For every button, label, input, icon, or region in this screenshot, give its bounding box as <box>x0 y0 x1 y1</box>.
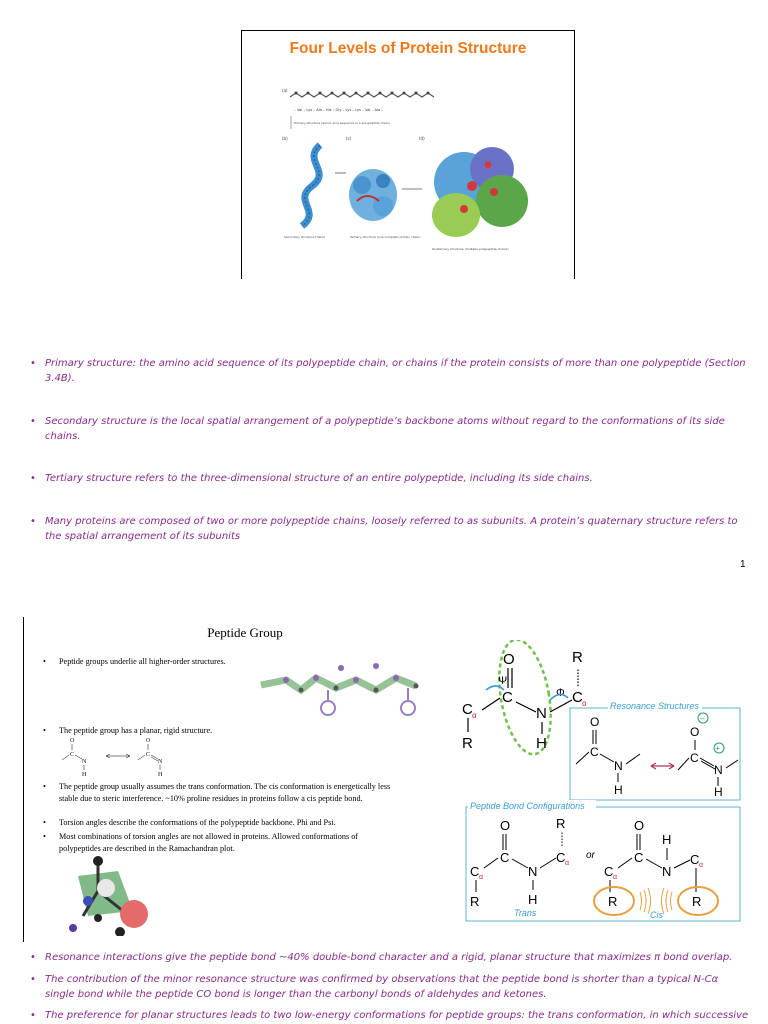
svg-text:C: C <box>572 689 583 706</box>
trans-label: Trans <box>514 908 537 918</box>
svg-text:C: C <box>604 864 614 879</box>
svg-text:H: H <box>536 735 547 752</box>
tertiary-caption: Tertiary structure (one complete protein chain) <box>350 235 421 239</box>
svg-text:C: C <box>470 864 480 879</box>
svg-text:α: α <box>479 874 484 881</box>
page-number: 1 <box>740 559 746 570</box>
bullet-text: Many proteins are composed of two or more polypeptide chains, loosely referred to as subunits. A protein’s quaternary structure refers to the spatial arrangement of its subunits <box>45 516 738 542</box>
svg-text:R: R <box>572 649 583 666</box>
resonance-formula-small <box>60 734 200 776</box>
quaternary-caption: Quaternary structure (multiple polypeptide chains) <box>432 247 509 251</box>
sequence-label: – Val – Lys – Ala – His – Gly – Lys – Lys – Val – Ala – <box>294 108 384 112</box>
svg-text:O: O <box>590 715 600 729</box>
svg-text:H: H <box>662 832 672 847</box>
molecule-model-image <box>58 856 158 936</box>
svg-text:H: H <box>614 783 623 797</box>
tertiary-image <box>349 169 397 221</box>
svg-text:R: R <box>692 894 702 909</box>
svg-text:N: N <box>714 763 723 777</box>
svg-text:C: C <box>590 745 599 759</box>
slide2-title: Peptide Group <box>207 625 283 640</box>
svg-text:O: O <box>690 725 700 739</box>
bullet-text: Secondary structure is the local spatial arrangement of a polypeptide’s backbone atoms without regard to the conformations of its side chains. <box>45 416 725 442</box>
slide-four-levels <box>241 30 575 279</box>
or-label: or <box>586 850 595 861</box>
svg-text:N: N <box>614 759 623 773</box>
svg-text:C: C <box>690 852 700 867</box>
svg-text:H: H <box>528 892 538 907</box>
svg-text:C: C <box>556 850 566 865</box>
bullet-text: The contribution of the minor resonance structure was confirmed by observations that the peptide bond is shorter than a typical N-Cα single bond while the peptide CO bond is longer than the carbonyl bonds of aldehydes and ketones. <box>45 974 719 1000</box>
svg-text:C: C <box>500 850 510 865</box>
svg-text:C: C <box>146 752 151 758</box>
svg-text:O: O <box>500 818 511 833</box>
svg-text:H: H <box>82 772 87 776</box>
cis-label: Cis <box>650 910 663 920</box>
svg-text:C: C <box>690 751 699 765</box>
svg-text:N: N <box>662 864 672 879</box>
svg-text:N: N <box>82 759 87 765</box>
svg-text:Ψ: Ψ <box>498 675 508 687</box>
svg-text:Φ: Φ <box>556 687 565 699</box>
svg-text:R: R <box>462 735 473 752</box>
helix-image <box>302 145 320 226</box>
fig-label-c: (c) <box>346 136 352 141</box>
svg-text:α: α <box>582 699 587 708</box>
config-title: Peptide Bond Configurations <box>470 801 585 811</box>
svg-text:R: R <box>556 816 566 831</box>
svg-text:N: N <box>528 864 538 879</box>
fig-label-a: (a) <box>282 88 288 93</box>
slide-border <box>23 617 24 942</box>
svg-text:C: C <box>502 689 513 706</box>
protein-structure-figure <box>242 61 574 281</box>
bullet-text: The preference for planar structures leads to two low-energy conformations for peptide groups: the trans conformation, in which successive <box>45 1010 749 1021</box>
bullet-text: Primary structure: the amino acid sequence of its polypeptide chain, or chains if the protein consists of more than one polypeptide (Section 3.4B). <box>45 358 746 384</box>
svg-text:C: C <box>634 850 644 865</box>
svg-text:O: O <box>634 818 645 833</box>
fig-label-d: (d) <box>419 136 425 141</box>
svg-text:O: O <box>146 738 151 744</box>
svg-text:C: C <box>462 701 473 718</box>
svg-text:H: H <box>158 772 163 776</box>
svg-text:α: α <box>565 860 570 867</box>
bullet-text: Resonance interactions give the peptide bond ~40% double-bond character and a rigid, planar structure that maximizes π bond overlap. <box>45 952 733 963</box>
svg-text:H: H <box>714 785 723 799</box>
resonance-title: Resonance Structures <box>610 701 700 711</box>
svg-text:O: O <box>503 651 515 668</box>
svg-text:N: N <box>158 759 163 765</box>
secondary-caption: Secondary structure (helix) <box>284 235 325 239</box>
slide-title: Four Levels of Protein Structure <box>289 40 527 57</box>
svg-text:–: – <box>700 714 705 723</box>
svg-text:α: α <box>472 711 477 720</box>
bullet-text: Tertiary structure refers to the three-dimensional structure of an entire polypeptide, including its side chains. <box>45 473 593 484</box>
fig-label-b: (b) <box>282 136 288 141</box>
svg-text:α: α <box>613 874 618 881</box>
svg-text:N: N <box>536 705 547 722</box>
peptide-ballstick-image <box>256 660 426 720</box>
svg-text:+: + <box>715 744 720 753</box>
primary-chain <box>290 93 434 97</box>
primary-caption: Primary structure (amino acid sequence in a polypeptide chain) <box>294 121 390 125</box>
quaternary-image <box>432 147 528 237</box>
svg-text:O: O <box>70 738 75 744</box>
svg-text:α: α <box>699 862 704 869</box>
svg-text:R: R <box>470 894 480 909</box>
svg-text:C: C <box>70 752 75 758</box>
peptide-bond-diagram <box>458 640 748 930</box>
svg-text:R: R <box>608 894 618 909</box>
